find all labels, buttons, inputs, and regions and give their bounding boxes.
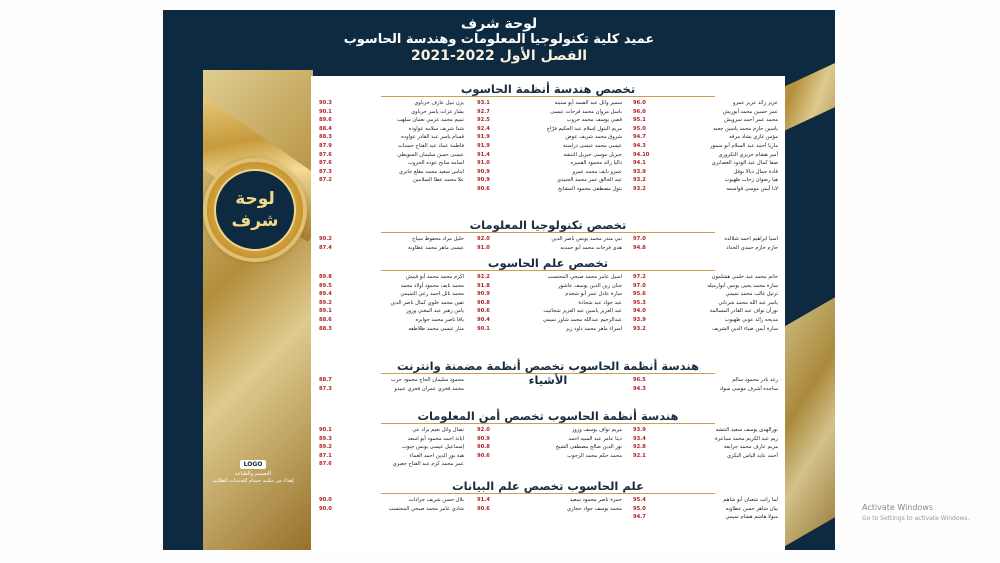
student-score: 92.1 xyxy=(633,452,646,459)
student-name: ترتيل غالب محمد تميمي xyxy=(725,291,778,298)
student-name: سارة عادل عمر أبو شخدم xyxy=(565,291,622,298)
student-score: 94.10 xyxy=(633,151,650,158)
honor-column xyxy=(633,273,778,333)
student-row xyxy=(319,151,464,160)
section xyxy=(311,256,785,332)
student-row xyxy=(477,426,622,435)
student-row xyxy=(477,290,622,299)
student-name: اسيل عامر محمد صبحي المحتسب xyxy=(547,274,622,280)
student-name: رغد نادر محمود سالم xyxy=(732,377,778,383)
student-row xyxy=(319,299,464,308)
section-title: هندسة أنظمة الحاسوب تخصص أنظمة مضمنة وانترنت الأشياء xyxy=(381,359,715,374)
student-score: 90.6 xyxy=(477,452,490,459)
student-row xyxy=(319,443,464,452)
student-score: 94.3 xyxy=(633,385,646,392)
student-name: محمود سليمان الحاج محمود حرب xyxy=(390,377,464,383)
student-score: 94.7 xyxy=(633,134,646,141)
student-row xyxy=(319,116,464,125)
section xyxy=(311,479,785,521)
student-name: هدى فرحات محمد أبو حمديه xyxy=(560,244,622,251)
student-name: بشار غزات ياسر حرباوي xyxy=(411,108,464,115)
student-name: لما راتب شعبان أبو شاهم xyxy=(723,497,778,503)
print-credit xyxy=(203,460,303,485)
section xyxy=(311,82,785,192)
student-row xyxy=(633,125,778,134)
student-name: سارة محمد يحيى يونس أبوارميله xyxy=(707,282,778,289)
student-name: سمير وائل عبد الصمد أبو سنينه xyxy=(554,100,622,106)
student-row xyxy=(633,443,778,452)
student-name: مديحه رائد عوني طهبوب xyxy=(724,316,778,323)
student-score: 89.3 xyxy=(319,435,332,442)
student-row xyxy=(633,185,778,194)
student-score: 88.4 xyxy=(319,125,332,132)
student-name: لانا أيمن موسى قواسمه xyxy=(726,185,778,192)
student-name: محمد يوسف جواد حجازي xyxy=(567,505,622,512)
student-name: قادة جمال ديالا نوفل xyxy=(733,168,778,175)
student-score: 90.6 xyxy=(477,185,490,192)
student-name: دينا عامر عبد السيد احمد xyxy=(568,435,622,442)
student-score: 87.6 xyxy=(319,151,332,158)
student-row xyxy=(319,385,464,394)
student-score: 87.9 xyxy=(319,142,332,149)
header-term: الفصل الأول 2022-2021 xyxy=(411,48,587,64)
student-name: شادي عامر محمد صبحي المحتسب xyxy=(388,505,464,512)
student-name: عيسى حسن سليمان السويطي xyxy=(397,151,464,158)
credit-line1: التصميم والطباعة xyxy=(234,471,272,477)
student-score: 88.3 xyxy=(319,325,332,332)
student-name: بيان شاهر حسن عطاونه xyxy=(725,505,778,512)
honor-column xyxy=(477,99,622,194)
student-name: خليل مراد محفوظ سياخ xyxy=(412,236,464,242)
student-score: 90.6 xyxy=(477,308,490,315)
student-row xyxy=(477,505,622,514)
student-name: هبة نور الدين احمد الغماء xyxy=(409,452,464,459)
student-name: حازم حازم حمدي الحداد xyxy=(726,244,778,251)
student-name: نبي منذر محمد يونس ناصر الدين xyxy=(551,236,622,242)
student-name: بتول مصطفى محمود المشايخ xyxy=(557,185,622,192)
student-row xyxy=(477,176,622,185)
student-score: 91.0 xyxy=(477,244,490,251)
student-row xyxy=(477,325,622,334)
student-score: 90.8 xyxy=(477,299,490,306)
student-name: صفا كمال عبد الودود العصابري xyxy=(711,160,778,167)
student-row xyxy=(633,496,778,505)
student-score: 89.6 xyxy=(319,117,332,124)
student-row xyxy=(633,307,778,316)
student-row xyxy=(633,273,778,282)
student-score: 87.6 xyxy=(319,160,332,167)
student-name: محمد عمر أحمد سرويش xyxy=(724,117,778,124)
student-row xyxy=(477,282,622,291)
student-name: عيسى ماهر محمد عطاونه xyxy=(407,244,464,251)
section xyxy=(311,218,785,251)
student-name: عمر محمد كرم عبد الفتاح جعبري xyxy=(392,461,464,468)
student-row xyxy=(477,316,622,325)
honor-column xyxy=(477,273,622,333)
student-row xyxy=(319,496,464,505)
student-score: 87.6 xyxy=(319,461,332,468)
student-name: مريم البتول إسلام عبد الحكيم فرّاج xyxy=(546,125,622,132)
student-score: 90.9 xyxy=(477,168,490,175)
student-row xyxy=(477,151,622,160)
honor-column xyxy=(633,235,778,252)
watermark-line1: Activate Windows xyxy=(862,503,934,512)
student-row xyxy=(319,282,464,291)
student-name: مريم نواف يوسف وزوز xyxy=(571,427,622,433)
student-score: 92.4 xyxy=(477,125,490,132)
student-row xyxy=(633,116,778,125)
student-name: اسامه سايح عوده الحروب xyxy=(407,160,464,167)
student-name: تميم محمد عزمي نعمان سلهب xyxy=(397,117,464,124)
student-name: حمزة ناصر محمود سعيد xyxy=(569,497,622,503)
left-panel xyxy=(163,76,203,550)
student-row xyxy=(633,325,778,334)
honor-board xyxy=(163,10,835,550)
student-score: 91.0 xyxy=(477,160,490,167)
student-score: 94.0 xyxy=(633,308,646,315)
student-row xyxy=(633,505,778,514)
section-title: تخصص هندسة أنظمة الحاسوب xyxy=(381,82,715,97)
student-row xyxy=(477,108,622,117)
honor-list xyxy=(311,76,785,550)
student-name: محمد نايف محمود أولاد محمد xyxy=(400,282,464,289)
student-name: فاطمة عماد عبد الفتاح حسنات xyxy=(398,142,464,149)
student-score: 87.3 xyxy=(319,168,332,175)
student-score: 88.6 xyxy=(319,316,332,323)
student-row xyxy=(633,168,778,177)
student-name: مؤمن غازي بشاد مرقه xyxy=(729,134,778,141)
honor-column xyxy=(319,496,464,513)
section-title: تخصص علم الحاسوب xyxy=(381,256,715,271)
student-name: نورالهدى يوسف سعيد النتشه xyxy=(715,427,778,433)
student-name: بلال حسن شريف جرادات xyxy=(408,497,464,503)
student-name: عبد الخالق عمر محمد الجنيدي xyxy=(557,177,622,184)
student-score: 90.3 xyxy=(319,100,332,106)
student-row xyxy=(477,307,622,316)
student-name: ياسين حازم محمد ياسين جعبه xyxy=(713,125,778,132)
student-name: ايناس سعيد محمد مقلع جابري xyxy=(399,168,464,175)
student-score: 97.0 xyxy=(633,282,646,289)
student-score: 88.3 xyxy=(319,134,332,141)
honor-column xyxy=(319,376,464,393)
student-name: اسيا ابراهيم احمد شلالده xyxy=(724,236,778,242)
student-score: 90.9 xyxy=(477,291,490,298)
student-name: اسراء ماهر محمد داود زير xyxy=(565,325,622,332)
student-score: 87.1 xyxy=(319,452,332,459)
student-score: 90.4 xyxy=(477,316,490,323)
student-row xyxy=(633,108,778,117)
student-name: أمير هشام حريزي التكروري xyxy=(718,151,778,158)
student-name: محمد فخري عمران فخري عبيدو xyxy=(394,385,464,392)
student-row xyxy=(477,235,622,244)
student-score: 93.2 xyxy=(633,177,646,184)
student-name: ساجده أشرف موسى سواد xyxy=(719,385,778,392)
student-name: ريم عبد الكريم محمد سباعرة xyxy=(714,435,778,442)
student-score: 89.2 xyxy=(319,299,332,306)
student-row xyxy=(319,460,464,469)
student-row xyxy=(319,273,464,282)
honor-column xyxy=(633,376,778,393)
honor-column xyxy=(633,496,778,522)
student-name: قصي يوسف محمد خروب xyxy=(566,117,622,124)
student-name: عيسى محمد عيسى دراسنه xyxy=(563,142,622,149)
student-score: 95.6 xyxy=(633,291,646,298)
student-score: 89.5 xyxy=(319,282,332,289)
student-score: 93.9 xyxy=(633,316,646,323)
section-title: تخصص تكنولوجيا المعلومات xyxy=(381,218,715,233)
student-row xyxy=(319,316,464,325)
medal-line2: شرف xyxy=(231,211,279,231)
windows-watermark xyxy=(862,503,969,524)
student-row xyxy=(319,99,464,108)
section-title: هندسة أنظمة الحاسوب تخصص أمن المعلومات xyxy=(381,409,715,424)
student-row xyxy=(319,452,464,461)
student-name: اكرم محمد محمد أبو قبيش xyxy=(405,274,464,280)
medal-line1: لوحة xyxy=(235,189,275,209)
student-row xyxy=(477,99,622,108)
student-score: 87.4 xyxy=(319,244,332,251)
student-row xyxy=(633,133,778,142)
student-row xyxy=(633,142,778,151)
student-score: 90.1 xyxy=(319,108,332,115)
student-score: 96.0 xyxy=(633,108,646,115)
student-score: 94.7 xyxy=(633,514,646,521)
student-row xyxy=(319,142,464,151)
student-row xyxy=(477,452,622,461)
student-score: 92.5 xyxy=(477,117,490,124)
student-score: 90.8 xyxy=(477,444,490,451)
section-title: علم الحاسوب تخصص علم البيانات xyxy=(381,479,715,494)
student-score: 93.2 xyxy=(633,325,646,332)
student-name: تقين محمد خلوي كمال ناصر الدين xyxy=(390,299,464,306)
honor-column xyxy=(477,235,622,252)
student-name: منار عيسى محمد طلاطفه xyxy=(408,325,464,332)
student-row xyxy=(633,244,778,253)
student-row xyxy=(319,290,464,299)
student-name: جنان زين الدين يوسف عاشور xyxy=(558,282,622,289)
student-score: 95.0 xyxy=(633,125,646,132)
student-name: محمد حكم محمد الرجوب xyxy=(567,452,622,459)
student-name: عمرو نايف محمد عمرو xyxy=(572,168,622,175)
student-score: 90.9 xyxy=(477,435,490,442)
student-row xyxy=(319,125,464,134)
student-row xyxy=(319,108,464,117)
student-score: 91.4 xyxy=(477,497,490,503)
student-row xyxy=(319,168,464,177)
student-row xyxy=(633,385,778,394)
student-row xyxy=(633,316,778,325)
student-name: ياقا ناصر محمد جوابره xyxy=(415,316,464,323)
student-row xyxy=(633,176,778,185)
student-name: جبريل موسى جبريل النتشه xyxy=(563,151,622,158)
student-score: 95.3 xyxy=(633,299,646,306)
student-row xyxy=(477,273,622,282)
student-score: 92.2 xyxy=(477,274,490,280)
student-row xyxy=(633,435,778,444)
student-score: 96.0 xyxy=(633,100,646,106)
credit-line2: إهداء من مكتبة حسام للخدمات الطلابية xyxy=(212,478,294,484)
student-score: 89.8 xyxy=(319,274,332,280)
student-name: يامن زهير عبد المغني وزوز xyxy=(406,308,464,315)
honor-column xyxy=(477,426,622,460)
student-name: محمد نائل احمد رعي التميمي xyxy=(400,291,464,298)
student-row xyxy=(319,325,464,334)
student-score: 93.9 xyxy=(633,427,646,433)
student-name: منولا هاشم هشام تميمي xyxy=(725,514,778,521)
student-score: 94.3 xyxy=(633,142,646,149)
student-score: 89.4 xyxy=(319,291,332,298)
student-row xyxy=(319,435,464,444)
student-score: 94.1 xyxy=(633,160,646,167)
student-row xyxy=(319,133,464,142)
honor-column xyxy=(319,235,464,252)
student-score: 87.3 xyxy=(319,385,332,392)
student-name: شروق محمد شريف عوض xyxy=(565,134,622,141)
student-name: حاتم محمد عبد حلمي هشلمون xyxy=(711,274,778,280)
student-row xyxy=(633,426,778,435)
student-score: 91.4 xyxy=(477,151,490,158)
medal-text xyxy=(214,169,296,251)
student-name: نور الدين صالح مصطفى الشيخ xyxy=(555,444,622,451)
student-row xyxy=(633,452,778,461)
student-row xyxy=(477,125,622,134)
section xyxy=(311,409,785,468)
section xyxy=(311,359,785,392)
student-row xyxy=(633,159,778,168)
student-name: هيا رضوان زحاب ظهيوب xyxy=(724,177,778,184)
student-row xyxy=(477,299,622,308)
student-name: داليا رائد محمود القميزه xyxy=(570,160,622,167)
student-name: علا محمد عطا السلامين xyxy=(413,177,464,184)
student-score: 88.7 xyxy=(319,377,332,383)
student-name: عمر حسين محمد أبوريش xyxy=(722,108,778,115)
student-name: باسل مروان محمد فرحات عيسى xyxy=(550,108,622,115)
student-row xyxy=(633,99,778,108)
student-name: عبد العزيز ياسين عبد العزيز شخاتيت xyxy=(543,308,622,315)
student-name: ايانة احمد محمود أبو اسعد xyxy=(407,435,464,442)
student-row xyxy=(633,282,778,291)
student-row xyxy=(633,151,778,160)
student-score: 89.1 xyxy=(319,308,332,315)
student-score: 95.1 xyxy=(633,117,646,124)
student-row xyxy=(319,376,464,385)
student-score: 95.4 xyxy=(633,497,646,503)
student-score: 93.9 xyxy=(633,168,646,175)
student-score: 95.0 xyxy=(633,505,646,512)
student-row xyxy=(319,307,464,316)
student-row xyxy=(633,299,778,308)
student-name: نضال وائل نعيم براد عي xyxy=(412,427,464,433)
printer-logo: LOGO xyxy=(240,460,267,469)
student-row xyxy=(477,435,622,444)
student-name: نورأن نواف عبد القادر المسالمة xyxy=(709,308,778,315)
student-score: 89.2 xyxy=(319,444,332,451)
student-name: قسام ياسر عبد القادر عواوده xyxy=(401,134,464,141)
student-score: 90.0 xyxy=(319,505,332,512)
student-row xyxy=(477,133,622,142)
student-row xyxy=(319,505,464,514)
student-name: ياسر عبد الله محمد شرباتي xyxy=(718,299,778,306)
student-score: 93.1 xyxy=(477,100,490,106)
student-score: 90.1 xyxy=(477,325,490,332)
student-row xyxy=(477,168,622,177)
student-score: 90.9 xyxy=(477,177,490,184)
student-score: 91.9 xyxy=(477,142,490,149)
watermark-line2: Go to Settings to activate Windows. xyxy=(862,515,970,522)
student-score: 97.2 xyxy=(633,274,646,280)
student-row xyxy=(633,290,778,299)
student-row xyxy=(319,235,464,244)
student-score: 97.0 xyxy=(633,236,646,242)
student-row xyxy=(633,376,778,385)
student-row xyxy=(477,142,622,151)
student-row xyxy=(477,116,622,125)
student-row xyxy=(477,159,622,168)
student-name: شذا شريف سلامه عواوده xyxy=(408,125,464,132)
student-row xyxy=(477,185,622,194)
honor-column xyxy=(633,426,778,460)
student-row xyxy=(319,159,464,168)
student-score: 92.0 xyxy=(477,427,490,433)
student-score: 93.4 xyxy=(633,435,646,442)
student-row xyxy=(477,244,622,253)
student-score: 93.2 xyxy=(633,185,646,192)
student-row xyxy=(633,513,778,522)
student-score: 91.8 xyxy=(477,282,490,289)
student-score: 90.0 xyxy=(319,497,332,503)
student-score: 91.9 xyxy=(477,134,490,141)
student-row xyxy=(477,443,622,452)
student-row xyxy=(633,235,778,244)
student-row xyxy=(477,496,622,505)
student-name: عبد جواد عبد شحادة xyxy=(578,299,622,306)
student-score: 90.1 xyxy=(319,427,332,433)
student-score: 92.7 xyxy=(477,108,490,115)
student-score: 96.5 xyxy=(633,377,646,383)
student-row xyxy=(319,176,464,185)
student-name: إسماعيل عيسى يونس جبوب xyxy=(401,444,464,451)
student-name: مريم عارف محمد جرابعه xyxy=(723,444,778,451)
student-score: 87.2 xyxy=(319,177,332,184)
student-row xyxy=(319,244,464,253)
honor-column xyxy=(319,426,464,469)
student-name: عزيز زائد عزيز عمرو xyxy=(732,100,778,106)
student-name: أحمد عايد الياس البكري xyxy=(726,452,778,459)
honor-medal xyxy=(207,162,303,258)
header xyxy=(163,10,835,80)
header-subtitle: عميد كلية تكنولوجيا المعلومات وهندسة الحاسوب xyxy=(343,32,655,47)
header-title: لوحة شرف xyxy=(460,16,538,32)
student-row xyxy=(319,426,464,435)
student-name: يزن نبيل عارف خرباوي xyxy=(414,100,464,106)
student-score: 90.6 xyxy=(477,505,490,512)
student-name: ماريا أحمد عبد السلام أبو سمور xyxy=(710,142,778,149)
student-score: 92.8 xyxy=(633,444,646,451)
honor-column xyxy=(319,99,464,185)
student-name: سارة أيمن ضياء الدين الشريف xyxy=(711,325,778,332)
honor-column xyxy=(477,496,622,513)
student-name: عبدالرحيم عبدالله محمد شاور تميمي xyxy=(542,316,622,323)
honor-column xyxy=(633,99,778,194)
student-score: 94.8 xyxy=(633,244,646,251)
honor-column xyxy=(319,273,464,333)
student-score: 92.0 xyxy=(477,236,490,242)
student-score: 90.2 xyxy=(319,236,332,242)
